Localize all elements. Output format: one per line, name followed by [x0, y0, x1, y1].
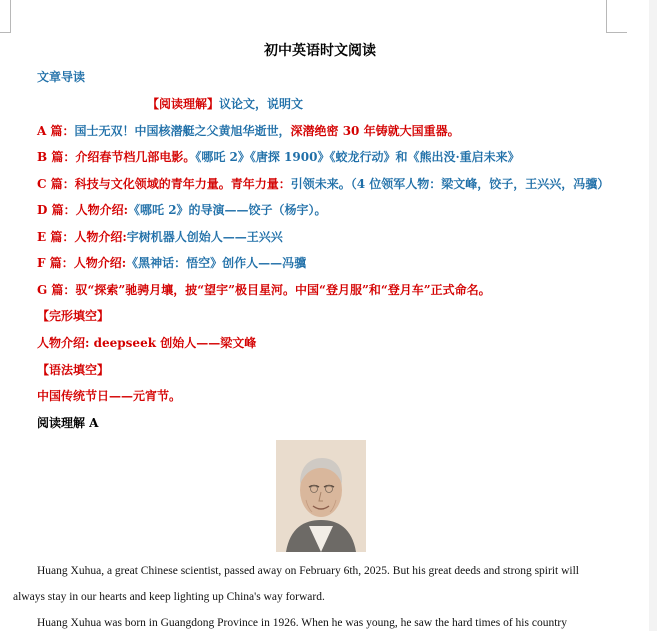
crop-mark-top-right	[606, 0, 627, 33]
article-text: 驭“探索”驰骋月壤，披“望宇”极目星河。中国“登月服”和“登月车”正式命名。	[75, 283, 491, 297]
article-text: 引领未来。（4 位领军人物：梁文峰，饺子，王兴兴，冯骥）	[290, 177, 610, 191]
article-prefix: F 篇：	[37, 256, 74, 270]
article-prefix: C 篇：	[37, 177, 75, 191]
article-text: 人物介绍:	[75, 203, 129, 217]
article-text: 国士无双！中国核潜艇之父黄旭华逝世，	[74, 124, 291, 138]
article-prefix: E 篇：	[37, 230, 75, 244]
portrait-photo	[276, 440, 366, 552]
article-prefix: B 篇：	[37, 150, 76, 164]
article-prefix: G 篇：	[37, 283, 76, 297]
article-item	[37, 254, 306, 271]
article-item	[37, 201, 327, 218]
reading-tag-label: 【阅读理解】	[147, 97, 220, 111]
article-text: 人物介绍:	[73, 256, 127, 270]
article-text: 《哪吒 2》的导演——饺子（杨宇）。	[128, 203, 327, 217]
cloze-text: deepseek 创始人——梁文峰	[93, 336, 257, 350]
section-heading: 阅读理解 A	[37, 416, 99, 430]
article-prefix: A 篇：	[37, 124, 75, 138]
article-item	[37, 175, 609, 192]
reading-tag	[147, 95, 303, 112]
article-text: 《哪吒 2》《唐探 1900》《蛟龙行动》和《熊出没·重启未来》	[195, 150, 520, 164]
paragraph-1-line-1: Huang Xuhua, a great Chinese scientist, passed away on February 6th, 2025. But his great deeds and strong spirit will	[37, 565, 579, 577]
article-text: 《黑神话：悟空》创作人——冯骥	[126, 256, 307, 270]
article-item	[37, 148, 520, 165]
cloze-item	[37, 334, 256, 351]
cloze-label: 【完形填空】	[37, 309, 110, 323]
article-text: 人物介绍:	[74, 230, 127, 244]
paragraph-1-line-2: always stay in our hearts and keep lighting up China's way forward.	[13, 591, 325, 603]
vertical-scrollbar[interactable]	[649, 0, 657, 631]
reading-tag-desc: 议论文，说明文	[219, 97, 304, 111]
article-item	[37, 122, 460, 139]
article-text: 宇树机器人创始人——王兴兴	[126, 230, 283, 244]
crop-mark-top-left	[0, 0, 11, 33]
article-prefix: D 篇：	[37, 203, 76, 217]
article-text: 介绍春节档几部电影。	[75, 150, 196, 164]
portrait-illustration	[276, 440, 366, 552]
paragraph-2-line-1: Huang Xuhua was born in Guangdong Province in 1926. When he was young, he saw the hard times of his country	[37, 617, 567, 629]
grammar-item: 中国传统节日——元宵节。	[37, 389, 182, 403]
article-text: 科技与文化领域的青年力量。青年力量：	[74, 177, 291, 191]
guide-heading: 文章导读	[37, 70, 86, 84]
grammar-label: 【语法填空】	[37, 363, 110, 377]
article-text: 深潜绝密 30 年铸就大国重器。	[290, 124, 460, 138]
cloze-prefix: 人物介绍:	[37, 336, 90, 350]
document-title: 初中英语时文阅读	[264, 43, 376, 59]
article-item	[37, 281, 491, 298]
article-item	[37, 228, 283, 245]
